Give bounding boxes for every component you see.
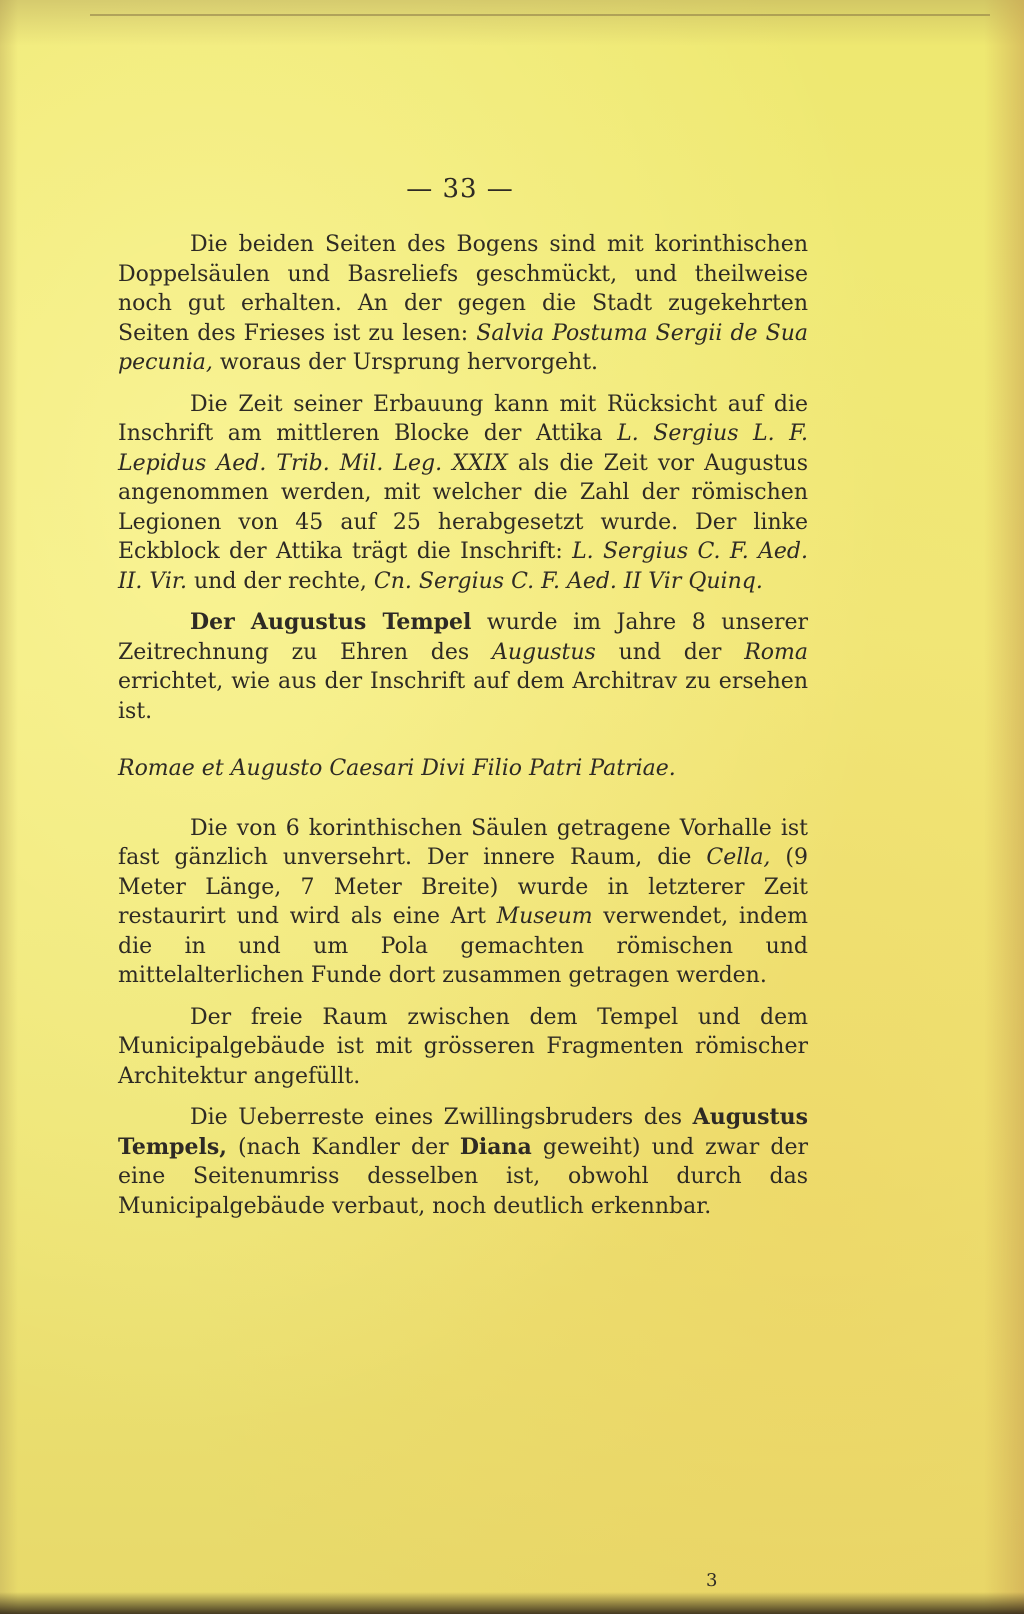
text-run: Die Zeit seiner Erbauung kann mit Rücksicht auf die Inschrift am mittleren Blocke der Attika: [118, 391, 808, 446]
text-run: (nach Kandler der: [226, 1134, 460, 1160]
text-run: Die von 6 korinthischen Säulen getragene Vorhalle ist fast gänzlich unversehrt. Der innere Raum, die: [118, 815, 808, 870]
text-run: L. Sergius L. F. Lepidus Aed. Trib. Mil. Leg. XXIX: [118, 421, 809, 476]
paragraph-p1: [118, 230, 808, 378]
body-text: [118, 230, 808, 1233]
text-run: Augustus: [491, 639, 596, 665]
text-run: Diana: [459, 1133, 532, 1160]
page-edge-line: [90, 14, 990, 16]
text-run: und der rechte,: [187, 568, 374, 594]
paragraph-p5: [118, 814, 808, 991]
paragraph-p6: [118, 1003, 808, 1092]
text-run: Cella,: [706, 845, 771, 870]
text-run: errichtet, wie aus der Inschrift auf dem Architrav zu ersehen ist.: [118, 669, 808, 724]
text-run: Augustus Tempels,: [118, 1104, 808, 1160]
page-edge-top: [0, 0, 1024, 46]
text-run: Romae et Augusto Caesari Divi Filio Patri Patriae.: [118, 756, 676, 781]
text-run: Die Ueberreste eines Zwillingsbruders des: [190, 1105, 693, 1130]
page-edge-right: [984, 0, 1024, 1614]
text-run: und der: [595, 639, 745, 665]
paragraph-p4: [118, 754, 808, 784]
text-run: verwendet, indem die in und um Pola gemachten römischen und mittelalterlichen Funde dort zusammen getragen werden.: [118, 904, 809, 988]
text-run: Roma: [744, 639, 808, 665]
paragraph-p3: [118, 608, 808, 726]
text-run: geweiht) und zwar der eine Seitenumriss desselben ist, obwohl durch das Municipalgebäude verbaut, noch deutlich erkennbar.: [118, 1134, 808, 1219]
text-run: Die beiden Seiten des Bogens sind mit korinthischen Doppelsäulen und Basreliefs geschmückt, und theilweise noch gut erhalten. An der gegen die Stadt zugekehrten Seiten des Frieses ist zu lesen:: [118, 232, 808, 346]
text-run: Cn. Sergius C. F. Aed. II Vir Quinq.: [373, 568, 763, 594]
text-run: wurde im Jahre 8 unserer Zeitrechnung zu Ehren des: [118, 610, 809, 665]
text-run: Salvia Postuma Sergii de Sua pecunia,: [118, 320, 808, 375]
paragraph-p2: [118, 390, 808, 597]
paragraph-p7: [118, 1103, 808, 1221]
text-run: Der freie Raum zwischen dem Tempel und dem Municipalgebäude ist mit grösseren Fragmenten römischer Architektur angefüllt.: [118, 1004, 808, 1089]
text-run: (9 Meter Länge, 7 Meter Breite) wurde in letzterer Zeit restaurirt und wird als eine Art: [118, 845, 809, 929]
text-run: Der Augustus Tempel: [190, 609, 472, 635]
signature-mark: 3: [706, 1570, 718, 1591]
text-run: als die Zeit vor Augustus angenommen werden, mit welcher die Zahl der römischen Legionen von 45 auf 25 herabgesetzt wurde. Der linke Eckblock der Attika trägt die Inschrift:: [118, 450, 808, 564]
page-number-header: — 33 —: [406, 174, 514, 204]
page-edge-bottom: [0, 1592, 1024, 1614]
text-run: Museum: [496, 904, 593, 929]
page-edge-left: [0, 0, 18, 1614]
text-run: woraus der Ursprung hervorgeht.: [212, 350, 599, 375]
text-run: L. Sergius C. F. Aed. II. Vir.: [118, 539, 808, 594]
